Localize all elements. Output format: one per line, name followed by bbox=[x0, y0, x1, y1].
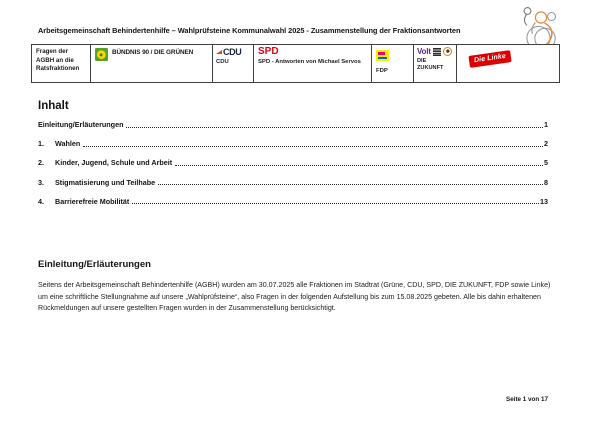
page-number-footer: Seite 1 von 17 bbox=[506, 396, 548, 403]
table-cell-spd bbox=[254, 45, 372, 82]
toc-entry-mobilitaet[interactable] bbox=[38, 197, 548, 206]
toc-entry-stigmatisierung[interactable] bbox=[38, 178, 548, 187]
fractions-table bbox=[31, 44, 560, 83]
fdp-logo-icon bbox=[376, 50, 389, 61]
gruene-sunflower-icon bbox=[95, 48, 108, 61]
table-cell-fdp bbox=[372, 45, 414, 82]
gruene-label: BÜNDNIS 90 / DIE GRÜNEN bbox=[112, 49, 194, 56]
fdp-sublabel: FDP bbox=[376, 68, 388, 74]
zukunft-sublabel: DIE ZUKUNFT bbox=[417, 58, 444, 71]
toc-page-number: 5 bbox=[544, 158, 548, 168]
spd-sublabel: SPD - Antworten von Michael Servos bbox=[258, 59, 361, 65]
volt-wordmark: Volt bbox=[417, 47, 431, 56]
toc-entry-einleitung[interactable] bbox=[38, 120, 548, 129]
toc-entry-number: 4. bbox=[38, 196, 44, 206]
toc-entry-wahlen[interactable] bbox=[38, 139, 548, 148]
toc-page-number: 1 bbox=[544, 120, 548, 129]
table-cell-questions bbox=[32, 45, 91, 82]
table-cell-gruene bbox=[91, 45, 213, 82]
toc-entry-label: Einleitung/Erläuterungen bbox=[38, 120, 124, 129]
table-cell-cdu bbox=[213, 45, 254, 82]
table-of-contents bbox=[38, 100, 548, 216]
toc-entry-label: Wahlen bbox=[55, 139, 81, 149]
toc-entry-number: 1. bbox=[38, 139, 44, 149]
dot-leader bbox=[126, 126, 543, 128]
toc-entry-label: Stigmatisierung und Teilhabe bbox=[55, 177, 156, 187]
dot-leader bbox=[83, 145, 543, 147]
dot-leader bbox=[132, 202, 539, 204]
dot-leader bbox=[158, 183, 543, 185]
toc-entry-number: 2. bbox=[38, 158, 44, 168]
volt-logo-row bbox=[417, 47, 453, 56]
cdu-logo bbox=[216, 47, 250, 57]
table-cell-volt-zukunft bbox=[414, 45, 457, 82]
toc-entry-label: Barrierefreie Mobilität bbox=[55, 196, 130, 206]
toc-page-number: 2 bbox=[544, 139, 548, 149]
toc-entry-label: Kinder, Jugend, Schule und Arbeit bbox=[55, 158, 173, 168]
cdu-wordmark: CDU bbox=[223, 47, 242, 57]
dot-leader bbox=[175, 164, 543, 166]
toc-page-number: 13 bbox=[540, 196, 548, 206]
cdu-wedge-icon bbox=[216, 50, 222, 54]
intro-section-heading: Einleitung/Erläuterungen bbox=[38, 259, 151, 270]
table-cell-linke bbox=[457, 45, 559, 82]
questions-label: Fragen der AGBH an die Ratsfraktionen bbox=[36, 48, 80, 73]
zukunft-orange-ring-icon bbox=[443, 47, 452, 56]
toc-entry-number: 3. bbox=[38, 177, 44, 187]
intro-paragraph: Seitens der Arbeitsgemeinschaft Behindertenhilfe (AGBH) wurden am 30.07.2025 alle Fraktionen im Stadtrat (Grüne, CDU, SPD, DIE ZUKUNFT, FDP sowie Linke) um eine schriftliche Stellungnahme auf unsere „Wahlprüfsteine“, also Fragen in der folgenden Aufstellung bis zum 15.08.2025 gebeten. Alle bis dahin erhaltenen Rückmeldungen auf unsere gestellten Fragen wurden in der Zusammenstellung berücksichtigt. bbox=[38, 281, 551, 313]
linke-logo-badge: Die Linke bbox=[468, 50, 511, 67]
cdu-sublabel: CDU bbox=[216, 59, 229, 65]
document-title: Arbeitsgemeinschaft Behindertenhilfe – Wahlprüfsteine Kommunalwahl 2025 - Zusammenstellung der Fraktionsantworten bbox=[38, 26, 461, 35]
spd-wordmark: SPD bbox=[258, 46, 279, 57]
toc-heading: Inhalt bbox=[38, 100, 69, 112]
zukunft-dark-logo-icon bbox=[433, 48, 441, 56]
toc-page-number: 8 bbox=[544, 177, 548, 187]
toc-entry-kinder-jugend[interactable] bbox=[38, 158, 548, 167]
